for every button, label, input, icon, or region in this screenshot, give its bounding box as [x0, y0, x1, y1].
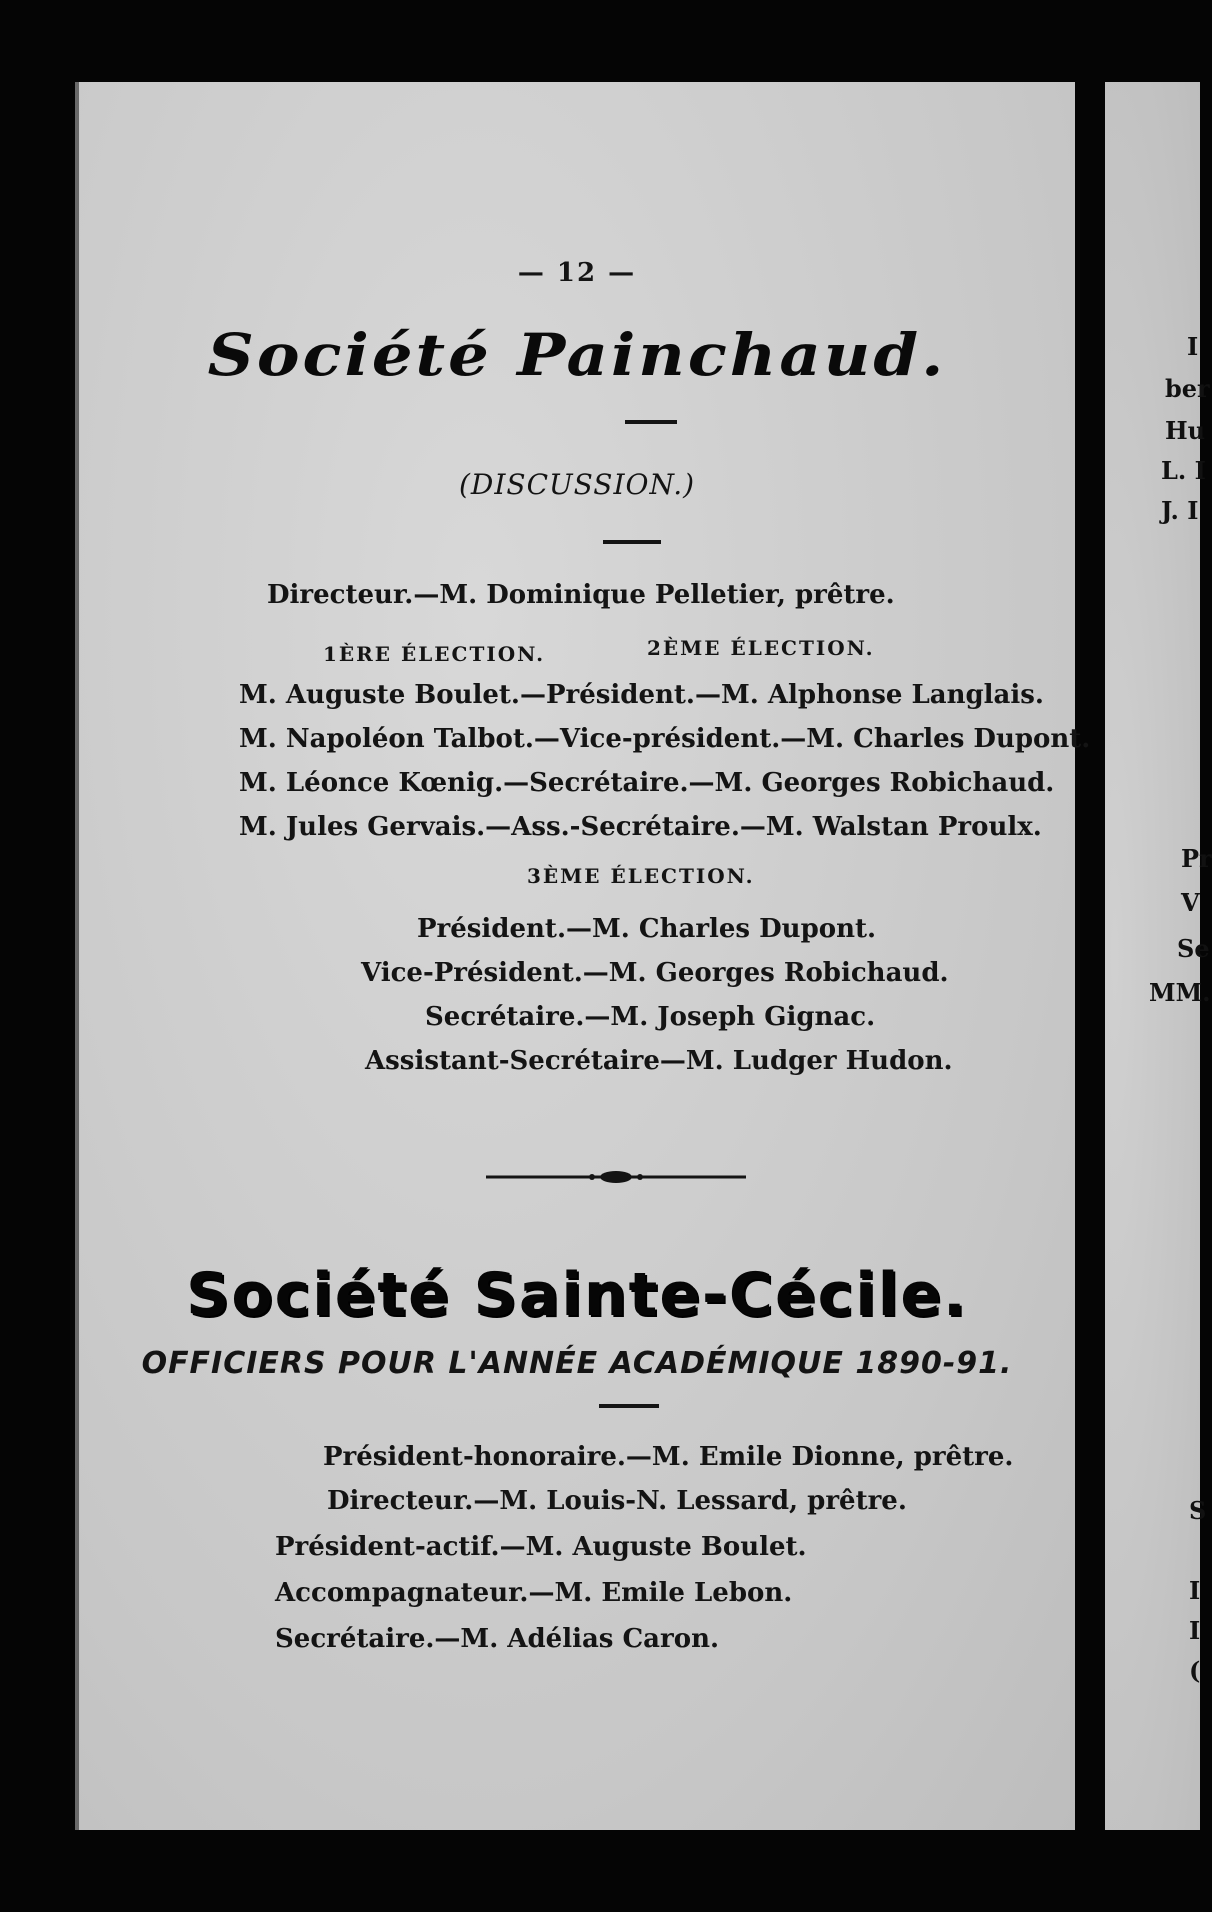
election3-row: Assistant-Secrétaire—M. Ludger Hudon.: [365, 1046, 953, 1076]
section-subtitle-officers: OFFICIERS POUR L'ANNÉE ACADÉMIQUE 1890-91.: [141, 1346, 1013, 1381]
cecile-row: Secrétaire.—M. Adélias Caron.: [275, 1624, 720, 1654]
section-title-painchaud: Société Painchaud.: [207, 321, 947, 390]
edge-fragment: ber: [1165, 374, 1210, 403]
edge-fragment: MM.: [1149, 978, 1211, 1007]
edge-fragment: I: [1187, 332, 1199, 361]
officer-row: M. Jules Gervais.—Ass.-Secrétaire.—M. Walstan Proulx.: [239, 812, 1042, 842]
edge-fragment: Pr: [1181, 844, 1212, 873]
election3-row: Président.—M. Charles Dupont.: [417, 914, 877, 944]
adjacent-page-edge: [1105, 82, 1212, 1830]
cecile-row: Accompagnateur.—M. Emile Lebon.: [275, 1578, 793, 1608]
officer-row: M. Napoléon Talbot.—Vice-président.—M. Charles Dupont.: [239, 724, 1091, 754]
cecile-row: Directeur.—M. Louis-N. Lessard, prêtre.: [327, 1486, 907, 1516]
page-number: — 12 —: [517, 258, 637, 288]
officer-row: M. Auguste Boulet.—Président.—M. Alphonse Langlais.: [239, 680, 1044, 710]
cecile-row: Président-honoraire.—M. Emile Dionne, prêtre.: [323, 1442, 1014, 1472]
election-3-heading: 3ÈME ÉLECTION.: [527, 864, 755, 888]
officer-row: M. Léonce Kœnig.—Secrétaire.—M. Georges Robichaud.: [239, 768, 1055, 798]
section-subtitle-discussion: (DISCUSSION.): [458, 468, 696, 501]
edge-fragment: I: [1189, 1576, 1201, 1605]
edge-fragment: (: [1189, 1656, 1201, 1685]
divider-rule: [599, 1404, 659, 1408]
cecile-row: Président-actif.—M. Auguste Boulet.: [275, 1532, 807, 1562]
election3-row: Vice-Président.—M. Georges Robichaud.: [361, 958, 949, 988]
divider-rule: [625, 420, 677, 424]
section-title-sainte-cecile: Société Sainte-Cécile.: [186, 1260, 968, 1330]
election-1-heading: 1ÈRE ÉLECTION.: [323, 642, 546, 666]
ornamental-divider: [486, 1170, 746, 1184]
edge-fragment: I: [1189, 1616, 1201, 1645]
edge-fragment: Se: [1177, 934, 1210, 963]
edge-fragment: L. I: [1161, 456, 1206, 485]
edge-fragment: V: [1181, 888, 1200, 917]
edge-fragment: J. I: [1161, 496, 1199, 525]
edge-fragment: S: [1189, 1496, 1207, 1525]
divider-rule: [603, 540, 661, 544]
directeur-line: Directeur.—M. Dominique Pelletier, prêtre.: [267, 580, 895, 610]
election-2-heading: 2ÈME ÉLECTION.: [647, 636, 875, 660]
edge-fragment: Hu: [1165, 416, 1206, 445]
election3-row: Secrétaire.—M. Joseph Gignac.: [425, 1002, 876, 1032]
book-page: [75, 82, 1091, 1830]
